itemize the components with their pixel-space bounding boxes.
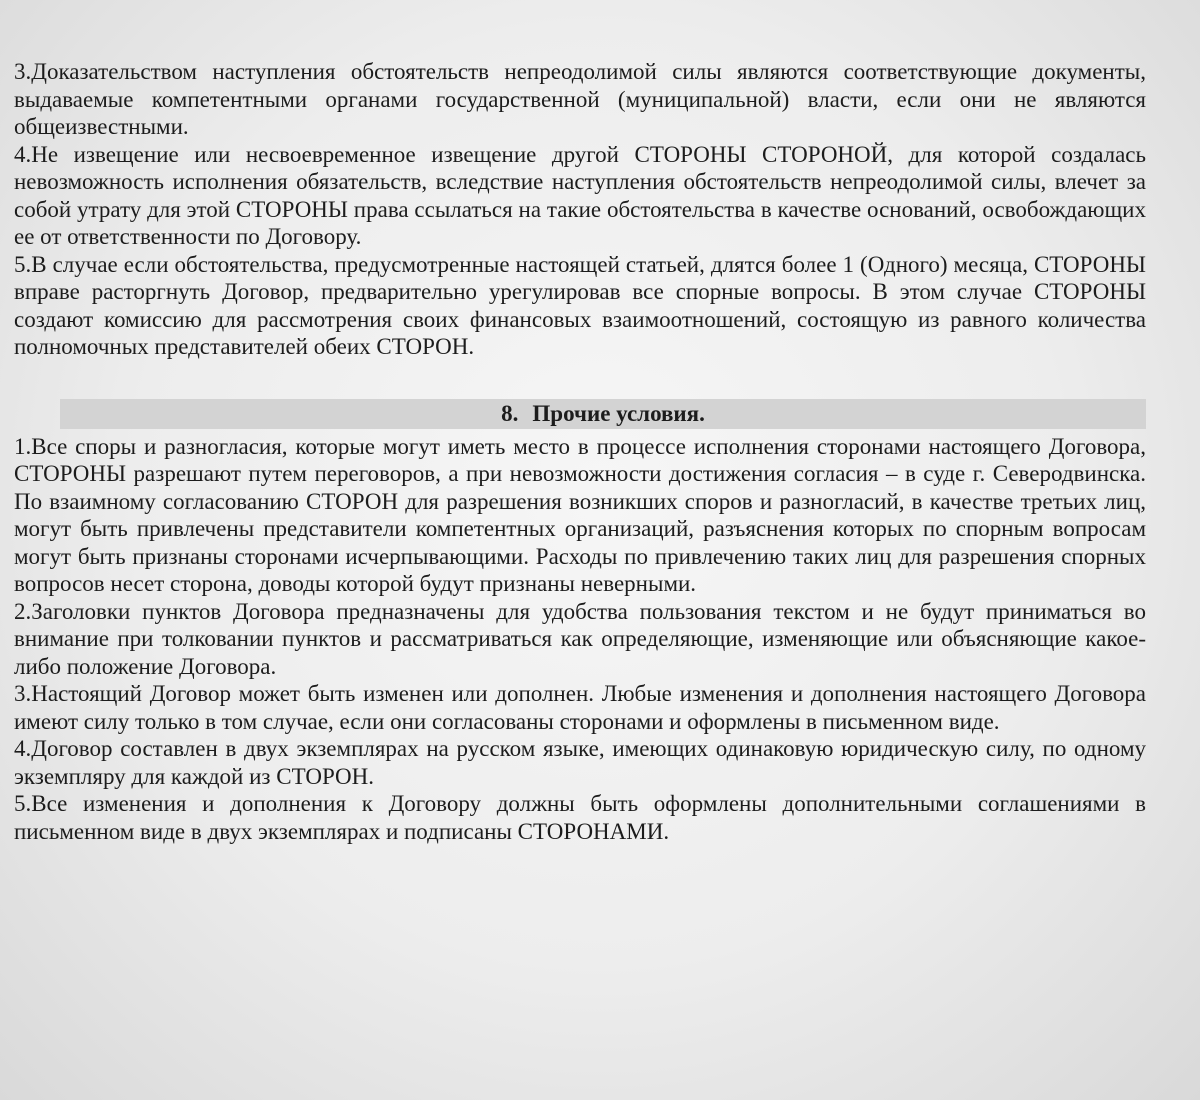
section-number: 8. — [501, 400, 519, 426]
clause-force-majeure-4: 4.Не извещение или несвоевременное извещение другой СТОРОНЫ СТОРОНОЙ, для которой создалась невозможность исполнения обязательств, вследствие наступления обстоятельств непреодолимой силы, влечет за собой утрату для этой СТОРОНЫ права ссылаться на такие обстоятельства в качестве оснований, освобождающих ее от ответственности по Договору. — [14, 141, 1146, 249]
clause-other-5: 5.Все изменения и дополнения к Договору должны быть оформлены дополнительными соглашениями в письменном виде в двух экземплярах и подписаны СТОРОНАМИ. — [14, 791, 1146, 844]
section-heading — [60, 399, 1146, 429]
clause-other-4: 4.Договор составлен в двух экземплярах на русском языке, имеющих одинаковую юридическую силу, по одному экземпляру для каждой из СТОРОН. — [14, 736, 1146, 789]
clause-other-3: 3.Настоящий Договор может быть изменен или дополнен. Любые изменения и дополнения настоящего Договора имеют силу только в том случае, если они согласованы сторонами и оформлены в письменном виде. — [14, 681, 1146, 734]
clause-other-2: 2.Заголовки пунктов Договора предназначены для удобства пользования текстом и не будут приниматься во внимание при толковании пунктов и рассматриваться как определяющие, изменяющие или объясняющие какое-либо положение Договора. — [14, 598, 1146, 679]
section-title: Прочие условия. — [532, 400, 705, 426]
document-body — [14, 58, 1146, 845]
section-spacer — [14, 361, 1146, 399]
clause-other-1: 1.Все споры и разногласия, которые могут иметь место в процессе исполнения сторонами настоящего Договора, СТОРОНЫ разрешают путем переговоров, а при невозможности достижения согласия – в суде г. Северодвинска. По взаимному согласованию СТОРОН для разрешения возникших споров и разногласий, в качестве третьих лиц, могут быть привлечены представители компетентных организаций, разъяснения которых по спорным вопросам могут быть признаны сторонами исчерпывающими. Расходы по привлечению таких лиц для разрешения спорных вопросов несет сторона, доводы которой будут признаны неверными. — [14, 433, 1146, 596]
clause-force-majeure-3: 3.Доказательством наступления обстоятельств непреодолимой силы являются соответствующие документы, выдаваемые компетентными органами государственной (муниципальной) власти, если они не являются общеизвестными. — [14, 59, 1146, 139]
clause-force-majeure-5: 5.В случае если обстоятельства, предусмотренные настоящей статьей, длятся более 1 (Одного) месяца, СТОРОНЫ вправе расторгнуть Договор, предварительно урегулировав все спорные вопросы. В этом случае СТОРОНЫ создают комиссию для рассмотрения своих финансовых взаимоотношений, состоящую из равного количества полномочных представителей обеих СТОРОН. — [14, 251, 1146, 359]
